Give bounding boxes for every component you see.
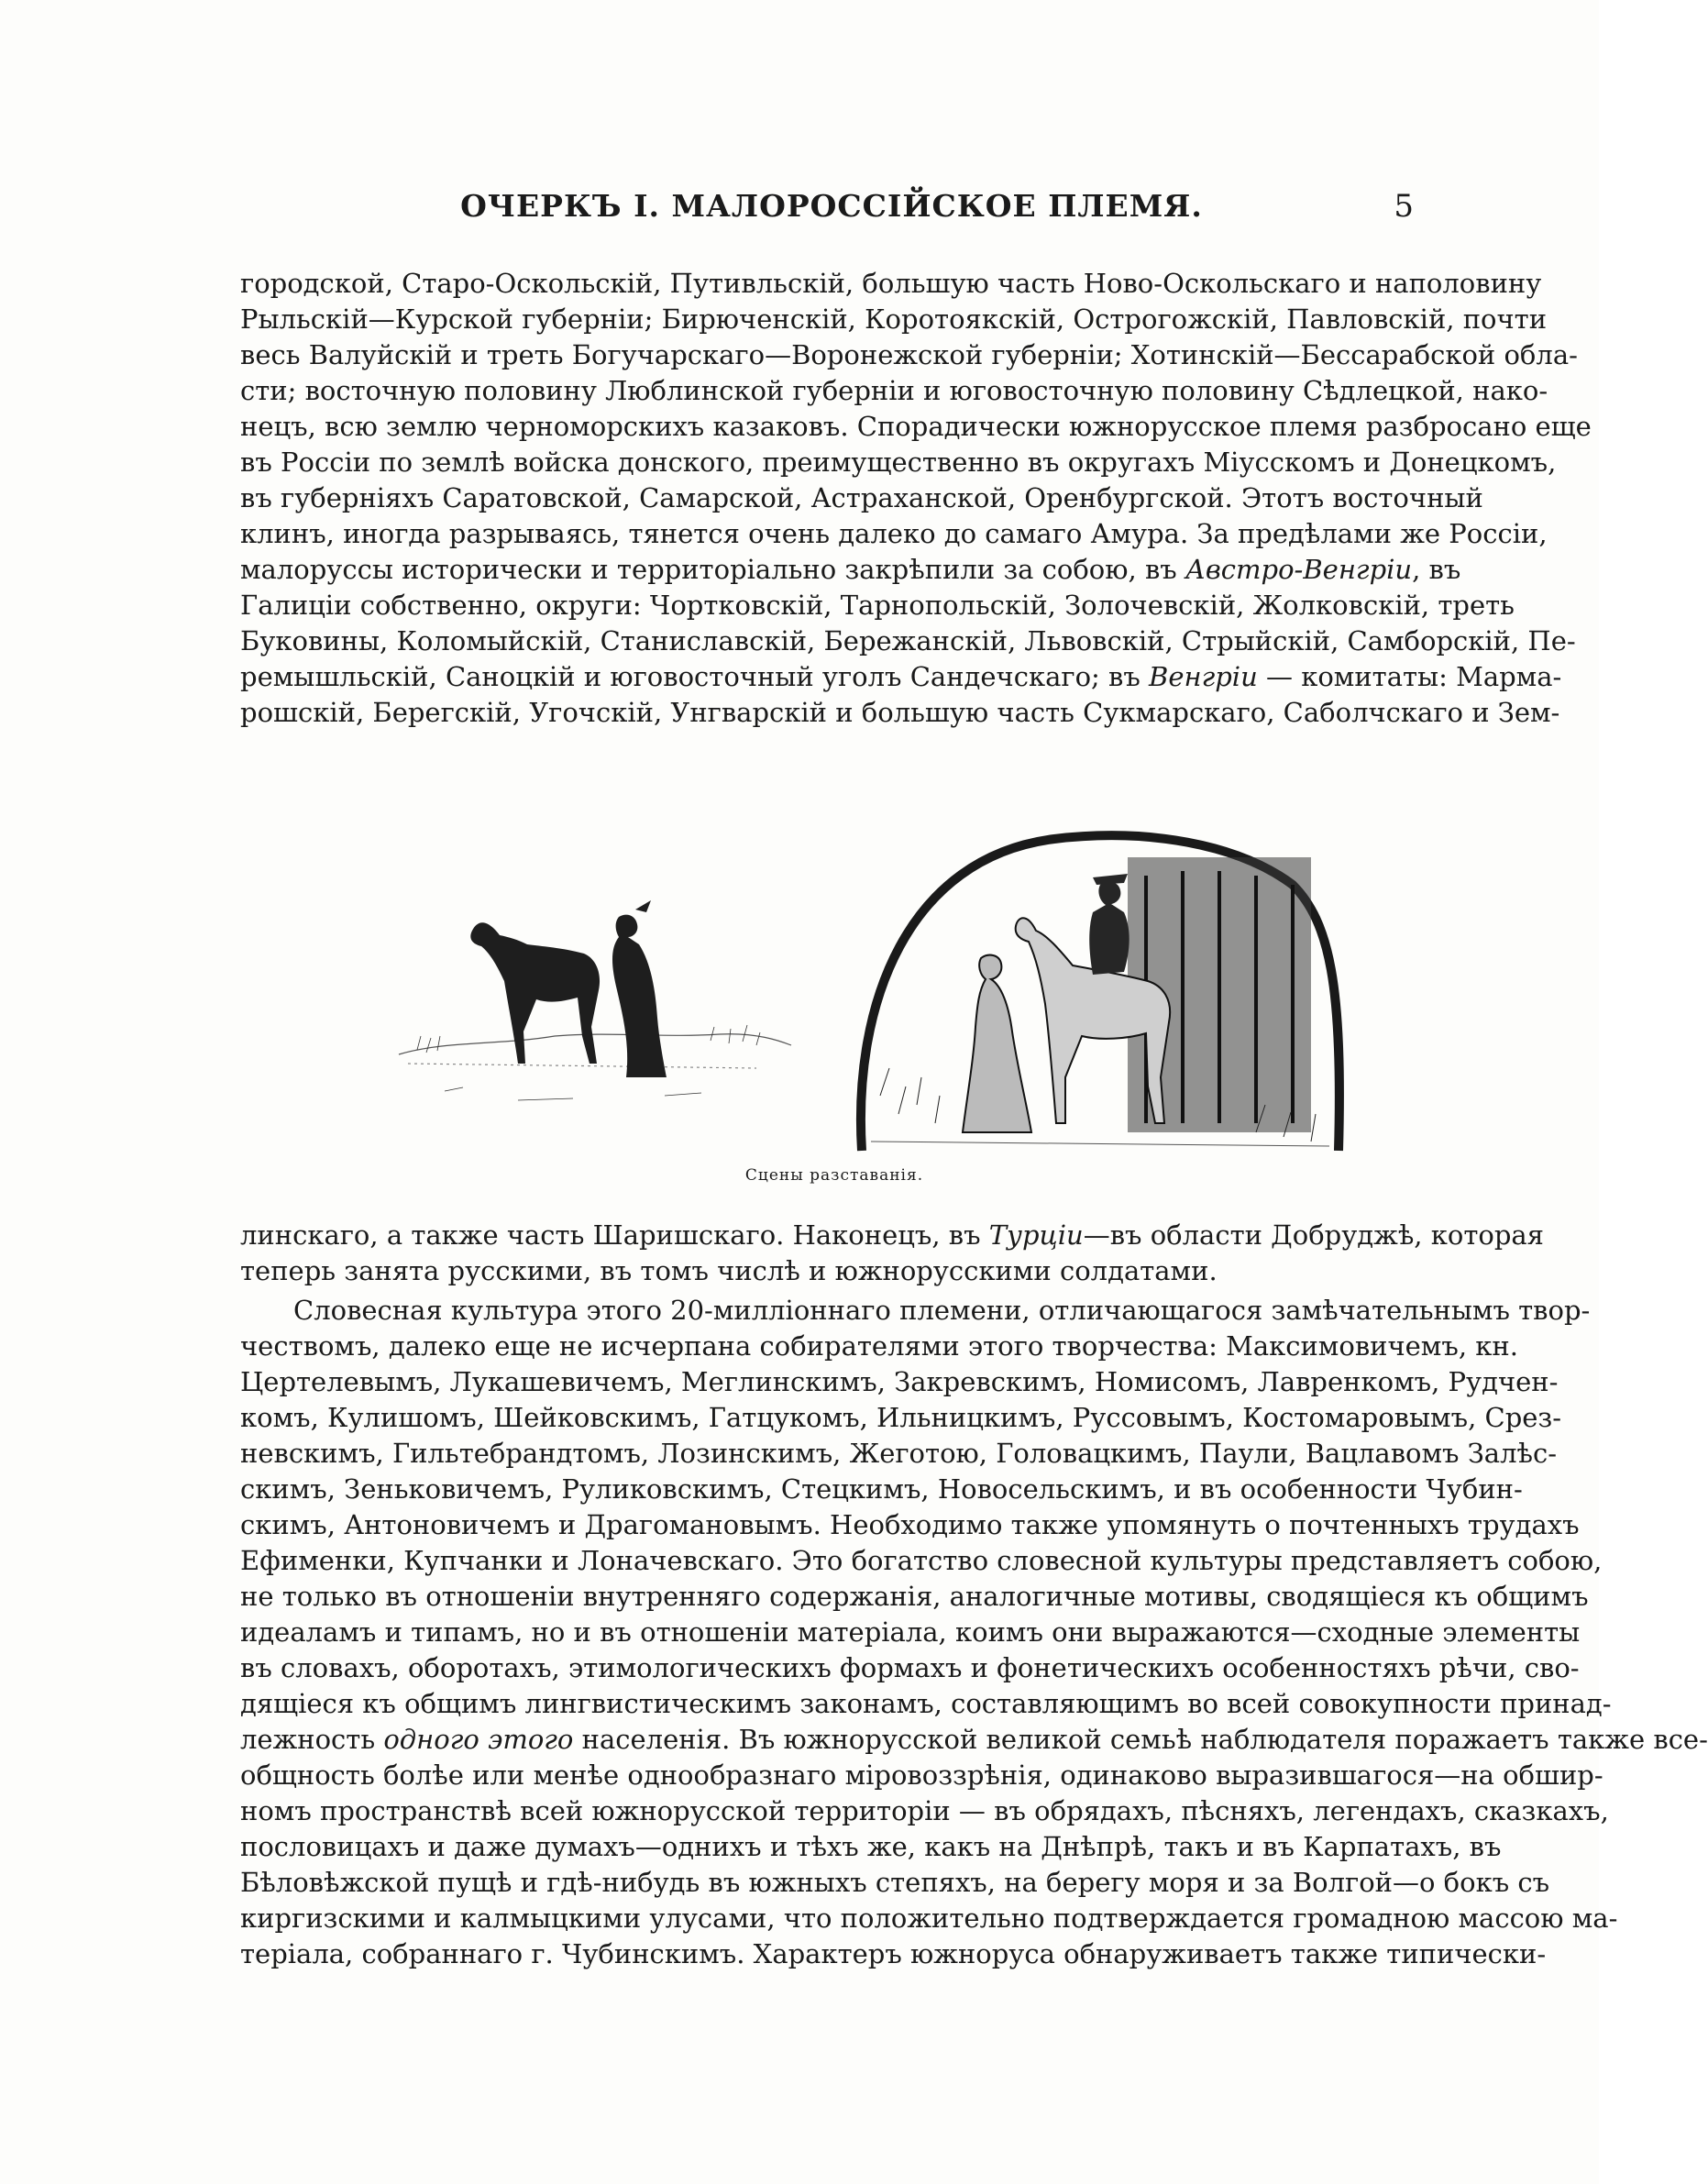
text-line: сти; восточную половину Люблинской губерніи и юговосточную половину Сѣдлецкой, нако-: [240, 375, 1548, 406]
text-line: Цертелевымъ, Лукашевичемъ, Меглинскимъ, Закревскимъ, Номисомъ, Лавренкомъ, Рудчен-: [240, 1366, 1559, 1397]
italic-term: Турціи: [988, 1219, 1084, 1251]
text-segment: линскаго, а также часть Шаришскаго. Наконецъ, въ: [240, 1219, 989, 1251]
paragraph-culture: [240, 1293, 1708, 1972]
text-line: дящіеся къ общимъ лингвистическимъ законамъ, составляющимъ во всей совокупности принад-: [240, 1688, 1612, 1719]
text-segment: лежность: [240, 1724, 384, 1755]
text-line: въ губерніяхъ Саратовской, Самарской, Астраханской, Оренбургской. Этотъ восточный: [240, 482, 1483, 513]
text-line: Буковины, Коломыйскій, Станиславскій, Бережанскій, Львовскій, Стрыйскій, Самборскій, Пе-: [240, 625, 1576, 656]
page-number: 5: [1394, 188, 1414, 225]
text-line: [240, 552, 1461, 588]
paragraph-top: [240, 266, 1592, 731]
text-line: пословицахъ и даже думахъ—однихъ и тѣхъ же, какъ на Днѣпрѣ, такъ и въ Карпатахъ, въ: [240, 1831, 1502, 1862]
text-line: [240, 1218, 1544, 1253]
text-line: общность болѣе или менѣе однообразнаго міровоззрѣнія, одинаково выразившагося—на обшир-: [240, 1759, 1603, 1791]
text-line: не только въ отношеніи внутренняго содержанія, аналогичные мотивы, сводящіеся къ общимъ: [240, 1581, 1589, 1612]
text-line: въ Россіи по землѣ войска донского, преимущественно въ округахъ Міусскомъ и Донецкомъ,: [240, 447, 1557, 478]
text-line: номъ пространствѣ всей южнорусской территоріи — въ обрядахъ, пѣсняхъ, легендахъ, сказкахъ,: [240, 1795, 1609, 1826]
figure-caption: Сцены разставанія.: [744, 1166, 924, 1185]
text-segment: — комитаты: Марма-: [1257, 661, 1562, 692]
illustration-farewell-right: [853, 821, 1348, 1169]
text-segment: , въ: [1412, 554, 1461, 585]
text-line: Рыльскій—Курской губерніи; Бирюченскій, Коротоякскій, Острогожскій, Павловскій, почти: [240, 303, 1548, 335]
text-line: скимъ, Антоновичемъ и Драгомановымъ. Необходимо также упомянуть о почтенныхъ трудахъ: [240, 1509, 1580, 1540]
illustration-farewell-left: [390, 880, 793, 1119]
text-line: Словесная культура этого 20-милліоннаго племени, отличающагося замѣчательнымъ твор-: [293, 1295, 1591, 1326]
text-line: комъ, Кулишомъ, Шейковскимъ, Гатцукомъ, Ильницкимъ, Руссовымъ, Костомаровымъ, Срез-: [240, 1402, 1562, 1433]
text-line: нецъ, всю землю черноморскихъ казаковъ. Спорадически южнорусское племя разбросано еще: [240, 411, 1592, 442]
text-line: весь Валуйскій и треть Богучарскаго—Воронежской губерніи; Хотинскій—Бессарабской обла-: [240, 339, 1578, 370]
italic-term: одного этого: [383, 1724, 574, 1755]
text-segment: малоруссы исторически и территоріально закрѣпили за собою, въ: [240, 554, 1185, 585]
paragraph-continuation: [240, 1218, 1544, 1289]
text-line: скимъ, Зеньковичемъ, Руликовскимъ, Стецкимъ, Новосельскимъ, и въ особенности Чубин-: [240, 1473, 1523, 1505]
text-segment: населенія. Въ южнорусской великой семьѣ наблюдателя поражаетъ также все-: [573, 1724, 1708, 1755]
text-line: теріала, собраннаго г. Чубинскимъ. Характеръ южноруса обнаруживаетъ также типически-: [240, 1938, 1547, 1969]
italic-term: Венгріи: [1149, 661, 1258, 692]
text-line: невскимъ, Гильтебрандтомъ, Лозинскимъ, Жеготою, Головацкимъ, Паули, Вацлавомъ Залѣс-: [240, 1438, 1558, 1469]
text-line: теперь занята русскими, въ томъ числѣ и южнорусскими солдатами.: [240, 1255, 1218, 1286]
text-line: клинъ, иногда разрываясь, тянется очень далеко до самаго Амура. За предѣлами же Россіи,: [240, 518, 1548, 549]
text-line: [240, 1722, 1708, 1758]
text-line: рошскій, Берегскій, Угочскій, Унгварскій и большую часть Сукмарскаго, Саболчскаго и Зем-: [240, 697, 1560, 728]
chapter-title: ОЧЕРКЪ I. МАЛОРОССІЙСКОЕ ПЛЕМЯ.: [460, 188, 1203, 224]
text-segment: —въ области Добруджѣ, которая: [1083, 1219, 1544, 1251]
text-line: [240, 659, 1562, 695]
text-line: киргизскими и калмыцкими улусами, что положительно подтверждается громадною массою ма-: [240, 1903, 1618, 1934]
text-line: Ефименки, Купчанки и Лонaчевскаго. Это богатство словесной культуры представляетъ собою,: [240, 1545, 1603, 1576]
text-line: Бѣловѣжской пущѣ и гдѣ-нибудь въ южныхъ степяхъ, на берегу моря и за Волгой—о бокъ съ: [240, 1867, 1550, 1898]
text-line: чествомъ, далеко еще не исчерпана собирателями этого творчества: Максимовичемъ, кн.: [240, 1330, 1518, 1362]
text-line: Галиціи собственно, округи: Чортковскій, Тарнопольскій, Золочевскій, Жолковскій, треть: [240, 590, 1515, 621]
running-header: [240, 188, 1423, 234]
text-line: идеаламъ и типамъ, но и въ отношеніи матеріала, коимъ они выражаются—сходные элементы: [240, 1616, 1581, 1648]
text-segment: ремышльскій, Саноцкій и юговосточный уголъ Сандечскаго; въ: [240, 661, 1150, 692]
italic-term: Австро-Венгріи: [1185, 554, 1413, 585]
text-line: въ словахъ, оборотахъ, этимологическихъ формахъ и фонетическихъ особенностяхъ рѣчи, сво-: [240, 1652, 1580, 1683]
text-line: городской, Старо-Оскольскій, Путивльскій, большую часть Ново-Оскольскаго и наполовину: [240, 268, 1542, 299]
